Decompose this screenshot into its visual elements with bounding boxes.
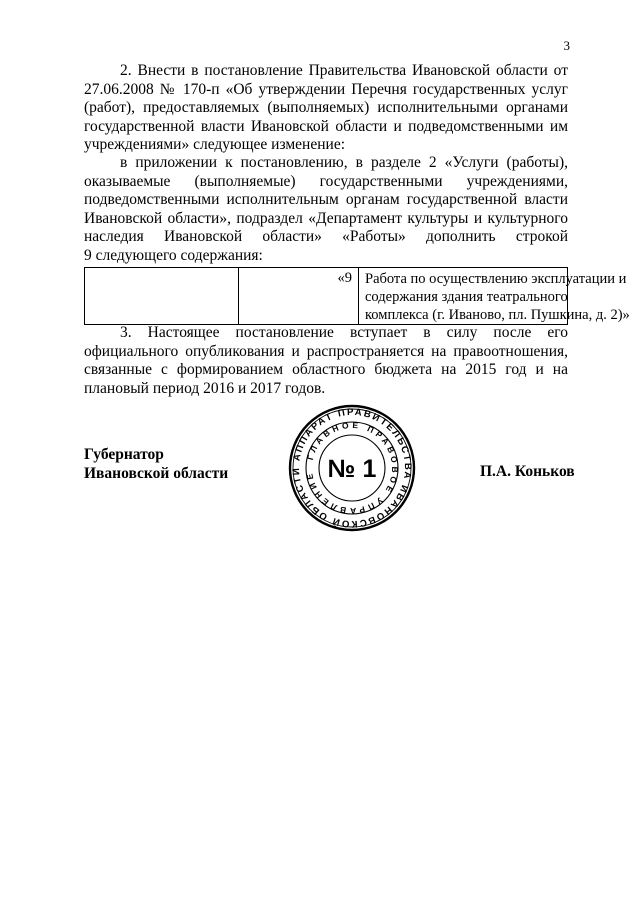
paragraph-2 <box>84 62 568 155</box>
paragraph-2-line: учреждениями» следующее изменение: <box>84 136 346 153</box>
paragraph-appendix-line: подведомственными исполнительным органам государственной власти <box>84 191 568 208</box>
page-number: 3 <box>563 38 570 53</box>
amendment-table <box>84 267 630 325</box>
paragraph-2-line: 27.06.2008 № 170-п «Об утверждении Перечня государственных услуг <box>84 80 568 98</box>
stamp-inner-text: ГЛАВНОЕ ПРАВОВОЕ УПРАВЛЕНИЕ <box>304 419 401 517</box>
paragraph-appendix-line: Ивановской области», подраздел «Департамент культуры и культурного <box>84 209 568 227</box>
signatory-name: П.А. Коньков <box>480 463 575 480</box>
paragraph-2-line: 2. Внести в постановление Правительства Ивановской области от <box>120 62 568 79</box>
table-description-line: Работа по осуществлению эксплуатации и <box>365 271 627 287</box>
paragraph-3-line: связанные с формированием областного бюджета на 2015 год и на <box>84 361 568 378</box>
signatory-title <box>84 445 228 483</box>
table-description-cell <box>359 270 630 324</box>
paragraph-3-line: официального опубликования и распространяется на правоотношения, <box>84 342 568 360</box>
stamp-outer-text: АППАРАТ ПРАВИТЕЛЬСТВА ИВАНОВСКОЙ ОБЛАСТИ <box>290 406 414 530</box>
stamp-center-text: № 1 <box>327 455 377 483</box>
paragraph-3 <box>84 324 568 398</box>
official-stamp <box>288 404 416 532</box>
paragraph-appendix-line: 9 следующего содержания: <box>84 246 263 264</box>
signatory-title-line: Губернатор <box>84 446 164 463</box>
paragraph-2-line: государственной власти Ивановской области и подведомственными им <box>84 117 568 135</box>
table-description-line: комплекса (г. Иваново, пл. Пушкина, д. 2)» <box>365 307 630 323</box>
paragraph-3-line: плановый период 2016 и 2017 годов. <box>84 379 326 397</box>
paragraph-3-line: 3. Настоящее постановление вступает в силу после его <box>120 324 568 341</box>
paragraph-appendix <box>84 154 568 265</box>
paragraph-appendix-line: наследия Ивановской области» «Работы» дополнить строкой <box>84 228 568 245</box>
paragraph-appendix-line: в приложении к постановлению, в разделе 2 «Услуги (работы), <box>120 154 568 171</box>
paragraph-appendix-line: оказываемые (выполняемые) государственными учреждениями, <box>84 172 568 190</box>
table-number-cell <box>239 268 359 324</box>
table-empty-cell <box>85 268 239 324</box>
signatory-title-line: Ивановской области <box>84 465 229 482</box>
table-row-number: «9 <box>337 270 352 286</box>
table-description-line: содержания здания театрального <box>365 289 568 305</box>
paragraph-2-line: (работ), предоставляемых (выполняемых) исполнительными органами <box>84 99 568 116</box>
